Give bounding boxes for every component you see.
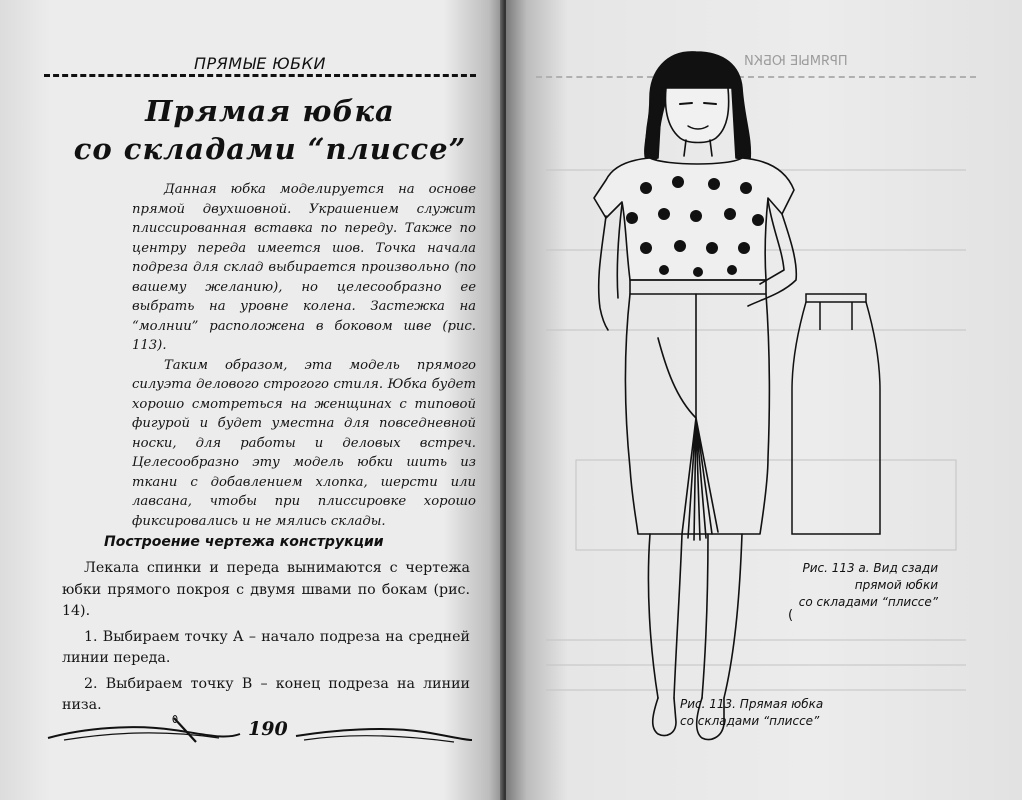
right-page (506, 0, 1022, 800)
caption-back-mark: ( (788, 608, 794, 623)
caption-back-line: со складами “плиссе” (798, 595, 938, 609)
caption-front-line: Рис. 113. Прямая юбка (680, 697, 824, 711)
page-title (60, 92, 480, 168)
construction-paragraph: Лекала спинки и переда вынимаются с чертежа юбки прямого покроя с двумя швами по бокам (рис. 14). (62, 560, 470, 619)
title-line-2: со складами “плиссе” (73, 132, 467, 166)
caption-front-line: со складами “плиссе” (680, 714, 820, 728)
running-header-text: ПРЯМЫЕ ЮБКИ (194, 54, 326, 73)
construction-paragraph: 2. Выбираем точку В – конец подреза на линии низа. (62, 675, 470, 713)
header-dashed-rule (44, 74, 476, 77)
title-line-1: Прямая юбка (145, 94, 395, 128)
intro-text (132, 180, 476, 531)
caption-back-line: прямой юбки (854, 578, 938, 592)
page-footer (44, 710, 474, 750)
running-header (44, 52, 476, 78)
skirt-back-view (786, 290, 886, 540)
caption-back-view (799, 560, 938, 611)
caption-back-line: Рис. 113 а. Вид сзади (802, 561, 938, 575)
ghost-header: ПРЯМЫЕ ЮБКИ (744, 54, 848, 69)
intro-paragraph: Таким образом, эта модель прямого силуэта делового строгого стиля. Юбка будет хорошо смотреться на женщинах с типовой фигурой и будет уместна для повседневной носки, для работы и деловых встреч. Целесообразно эту модель юбки шить из ткани с добавлением хлопка, шерсти или лавсана, чтобы при плиссировке хорошо фиксировались и не мялись склады. (132, 357, 476, 529)
construction-text (62, 558, 470, 721)
construction-paragraph: 1. Выбираем точку А – начало подреза на средней линии переда. (62, 628, 470, 666)
caption-front-view (680, 696, 823, 730)
intro-paragraph: Данная юбка моделируется на основе прямой двухшовной. Украшением служит плиссированная вставка по переду. Также по центру переда имеется шов. Точка начала подреза для склад выбирается произвольно (по вашему желанию), но целесообразно ее выбрать на уровне колена. Застежка на “молнии” расположена в боковом шве (рис. 113). (132, 182, 476, 353)
page-number: 190 (248, 718, 288, 740)
left-page (0, 0, 504, 800)
section-heading: Построение чертежа конструкции (104, 534, 384, 550)
